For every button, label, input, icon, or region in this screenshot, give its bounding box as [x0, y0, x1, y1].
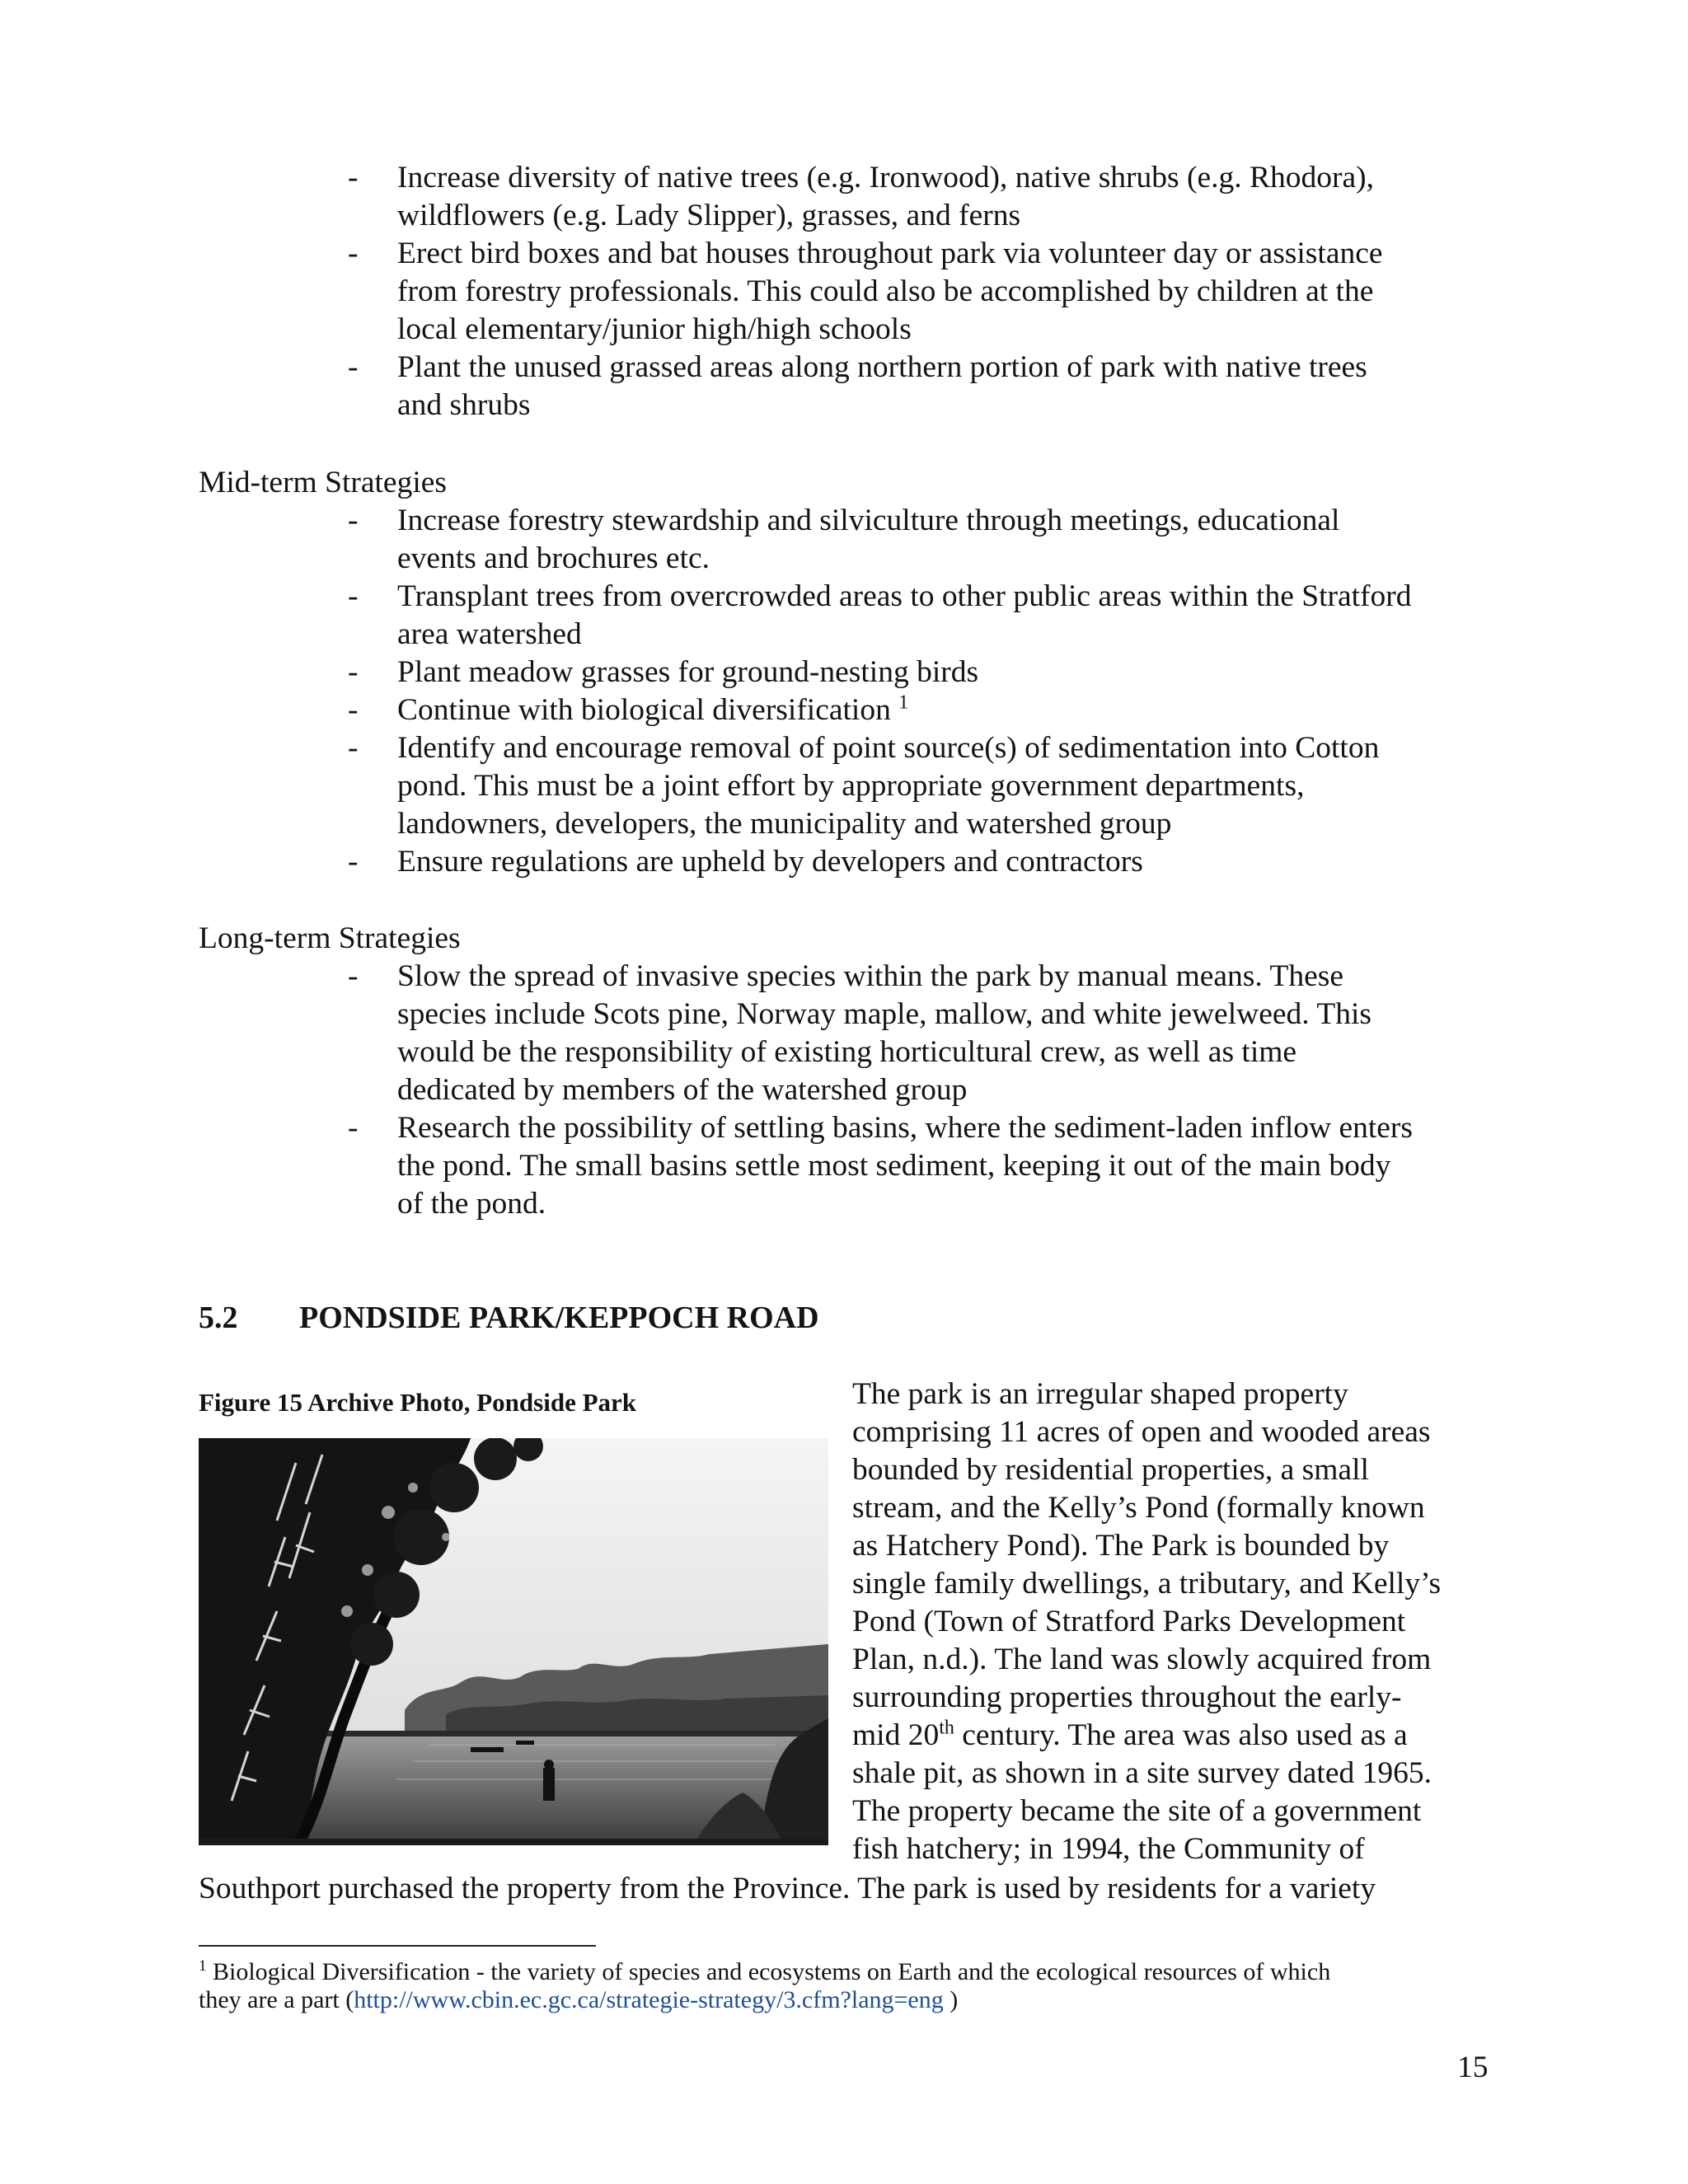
footnote-text: Biological Diversification - the variety of species and ecosystems on Earth and the ecological resources of which: [206, 1958, 1331, 1985]
footnote-reference[interactable]: 1: [898, 691, 909, 714]
bullet-line: [397, 1185, 1502, 1223]
long-term-heading: Long-term Strategies: [199, 921, 461, 955]
dash-bullet-mark: -: [348, 959, 359, 993]
mid-term-heading: Mid-term Strategies: [199, 466, 447, 499]
body-line: Plan, n.d.). The land was slowly acquired from: [852, 1643, 1432, 1676]
body-line: stream, and the Kelly’s Pond (formally known: [852, 1491, 1425, 1525]
century-text-pre: mid 20: [852, 1718, 940, 1752]
bullet-text: from forestry professionals. This could also be accomplished by children at the: [397, 274, 1374, 308]
bullet-text: local elementary/junior high/high schools: [397, 312, 912, 346]
bullet-item: [348, 729, 1502, 843]
long-term-strategy-list: [348, 958, 1502, 1223]
bullet-text: wildflowers (e.g. Lady Slipper), grasses, and ferns: [397, 199, 1021, 232]
body-line: The park is an irregular shaped property: [852, 1377, 1348, 1411]
body-line: Pond (Town of Stratford Parks Development: [852, 1605, 1406, 1638]
section-heading: [199, 1299, 819, 1337]
bullet-text: Erect bird boxes and bat houses throughout park via volunteer day or assistance: [397, 237, 1383, 270]
bullet-line: [397, 540, 1502, 578]
footnote-marker: 1: [199, 1957, 207, 1975]
body-line: fish hatchery; in 1994, the Community of: [852, 1832, 1365, 1866]
bullet-text: Slow the spread of invasive species within the park by manual means. These: [397, 959, 1343, 993]
bullet-text: Continue with biological diversification: [397, 693, 899, 727]
body-line: surrounding properties throughout the early-: [852, 1680, 1402, 1714]
bullet-line: [397, 996, 1502, 1033]
bullet-text: species include Scots pine, Norway maple, mallow, and white jewelweed. This: [397, 997, 1372, 1031]
footnote-link[interactable]: http://www.cbin.ec.gc.ca/strategie-strategy/3.cfm?lang=eng: [354, 1986, 944, 2013]
bullet-item: [348, 159, 1502, 235]
body-line: comprising 11 acres of open and wooded areas: [852, 1415, 1431, 1449]
bullet-item: [348, 502, 1502, 578]
bullet-line: [397, 654, 1502, 691]
bullet-item: [348, 349, 1502, 424]
bullet-line: [397, 691, 1502, 729]
figure-caption: Figure 15 Archive Photo, Pondside Park: [199, 1388, 637, 1417]
dash-bullet-mark: -: [348, 579, 359, 613]
bullet-text: would be the responsibility of existing horticultural crew, as well as time: [397, 1035, 1297, 1069]
bullet-text: of the pond.: [397, 1187, 546, 1221]
bullet-item: [348, 691, 1502, 729]
bullet-line: [397, 616, 1502, 654]
bullet-text: Ensure regulations are upheld by developers and contractors: [397, 845, 1143, 879]
section-title-text: PONDSIDE PARK/KEPPOCH ROAD: [299, 1301, 819, 1335]
bullet-text: and shrubs: [397, 388, 531, 422]
bullet-item: [348, 654, 1502, 691]
bullet-text: pond. This must be a joint effort by appropriate government departments,: [397, 769, 1305, 803]
dash-bullet-mark: -: [348, 161, 359, 194]
bullet-text: Research the possibility of settling basins, where the sediment-laden inflow enters: [397, 1111, 1413, 1145]
bullet-line: [397, 578, 1502, 616]
bullet-text: events and brochures etc.: [397, 541, 710, 575]
body-line-century: [852, 1717, 1512, 1755]
body-line: single family dwellings, a tributary, and Kelly’s: [852, 1567, 1442, 1601]
bullet-line: [397, 958, 1502, 996]
bullet-text: area watershed: [397, 617, 582, 651]
bullet-line: [397, 197, 1502, 235]
body-paragraph-wrapped: [852, 1376, 1512, 1868]
bullet-line: [397, 843, 1502, 881]
bullet-line: [397, 502, 1502, 540]
bullet-line: [397, 767, 1502, 805]
dash-bullet-mark: -: [348, 1111, 359, 1145]
bullet-line: [397, 1071, 1502, 1109]
archive-photo: [199, 1438, 828, 1845]
body-line: as Hatchery Pond). The Park is bounded by: [852, 1529, 1390, 1563]
dash-bullet-mark: -: [348, 845, 359, 879]
footnote: [199, 1958, 1509, 2014]
dash-bullet-mark: -: [348, 693, 359, 727]
bullet-line: [397, 1033, 1502, 1071]
bullet-item: [348, 235, 1502, 349]
dash-bullet-mark: -: [348, 350, 359, 384]
section-number: 5.2: [199, 1301, 238, 1335]
bullet-text: Transplant trees from overcrowded areas to other public areas within the Stratford: [397, 579, 1412, 613]
bullet-text: Identify and encourage removal of point source(s) of sedimentation into Cotton: [397, 731, 1380, 765]
century-text-post: century. The area was also used as a: [954, 1718, 1408, 1752]
dash-bullet-mark: -: [348, 504, 359, 537]
bullet-line: [397, 1147, 1502, 1185]
bullet-line: [397, 159, 1502, 197]
footnote-line-1: [199, 1958, 1509, 1986]
bullet-line: [397, 311, 1502, 349]
body-line-full-width: Southport purchased the property from the Province. The park is used by residents for a variety: [199, 1872, 1376, 1905]
bullet-item: [348, 578, 1502, 654]
bullet-text: landowners, developers, the municipality and watershed group: [397, 807, 1172, 841]
bullet-line: [397, 805, 1502, 843]
bullet-item: [348, 958, 1502, 1109]
bullet-line: [397, 349, 1502, 387]
body-line: shale pit, as shown in a site survey dated 1965.: [852, 1756, 1432, 1790]
bullet-text: Increase diversity of native trees (e.g. Ironwood), native shrubs (e.g. Rhodora),: [397, 161, 1375, 194]
body-line: bounded by residential properties, a small: [852, 1453, 1369, 1487]
bullet-line: [397, 387, 1502, 424]
bullet-text: Plant meadow grasses for ground-nesting birds: [397, 655, 979, 689]
bullet-line: [397, 729, 1502, 767]
bullet-line: [397, 235, 1502, 273]
ordinal-superscript: th: [939, 1717, 954, 1739]
bullet-text: Plant the unused grassed areas along northern portion of park with native trees: [397, 350, 1367, 384]
dash-bullet-mark: -: [348, 655, 359, 689]
bullet-text: the pond. The small basins settle most sediment, keeping it out of the main body: [397, 1149, 1391, 1183]
top-strategy-list: [348, 159, 1502, 424]
bullet-text: Increase forestry stewardship and silviculture through meetings, educational: [397, 504, 1340, 537]
dash-bullet-mark: -: [348, 731, 359, 765]
bullet-line: [397, 273, 1502, 311]
mid-term-strategy-list: [348, 502, 1502, 881]
footnote-text-post: ): [943, 1986, 959, 2013]
body-line: The property became the site of a government: [852, 1794, 1422, 1828]
bullet-item: [348, 1109, 1502, 1223]
bullet-text: dedicated by members of the watershed group: [397, 1073, 968, 1107]
page-number: 15: [1457, 2050, 1489, 2084]
bullet-line: [397, 1109, 1502, 1147]
footnote-separator: [199, 1945, 596, 1947]
footnote-text-pre: they are a part (: [199, 1986, 354, 2013]
bullet-item: [348, 843, 1502, 881]
dash-bullet-mark: -: [348, 237, 359, 270]
footnote-line-2: [199, 1986, 1509, 2014]
